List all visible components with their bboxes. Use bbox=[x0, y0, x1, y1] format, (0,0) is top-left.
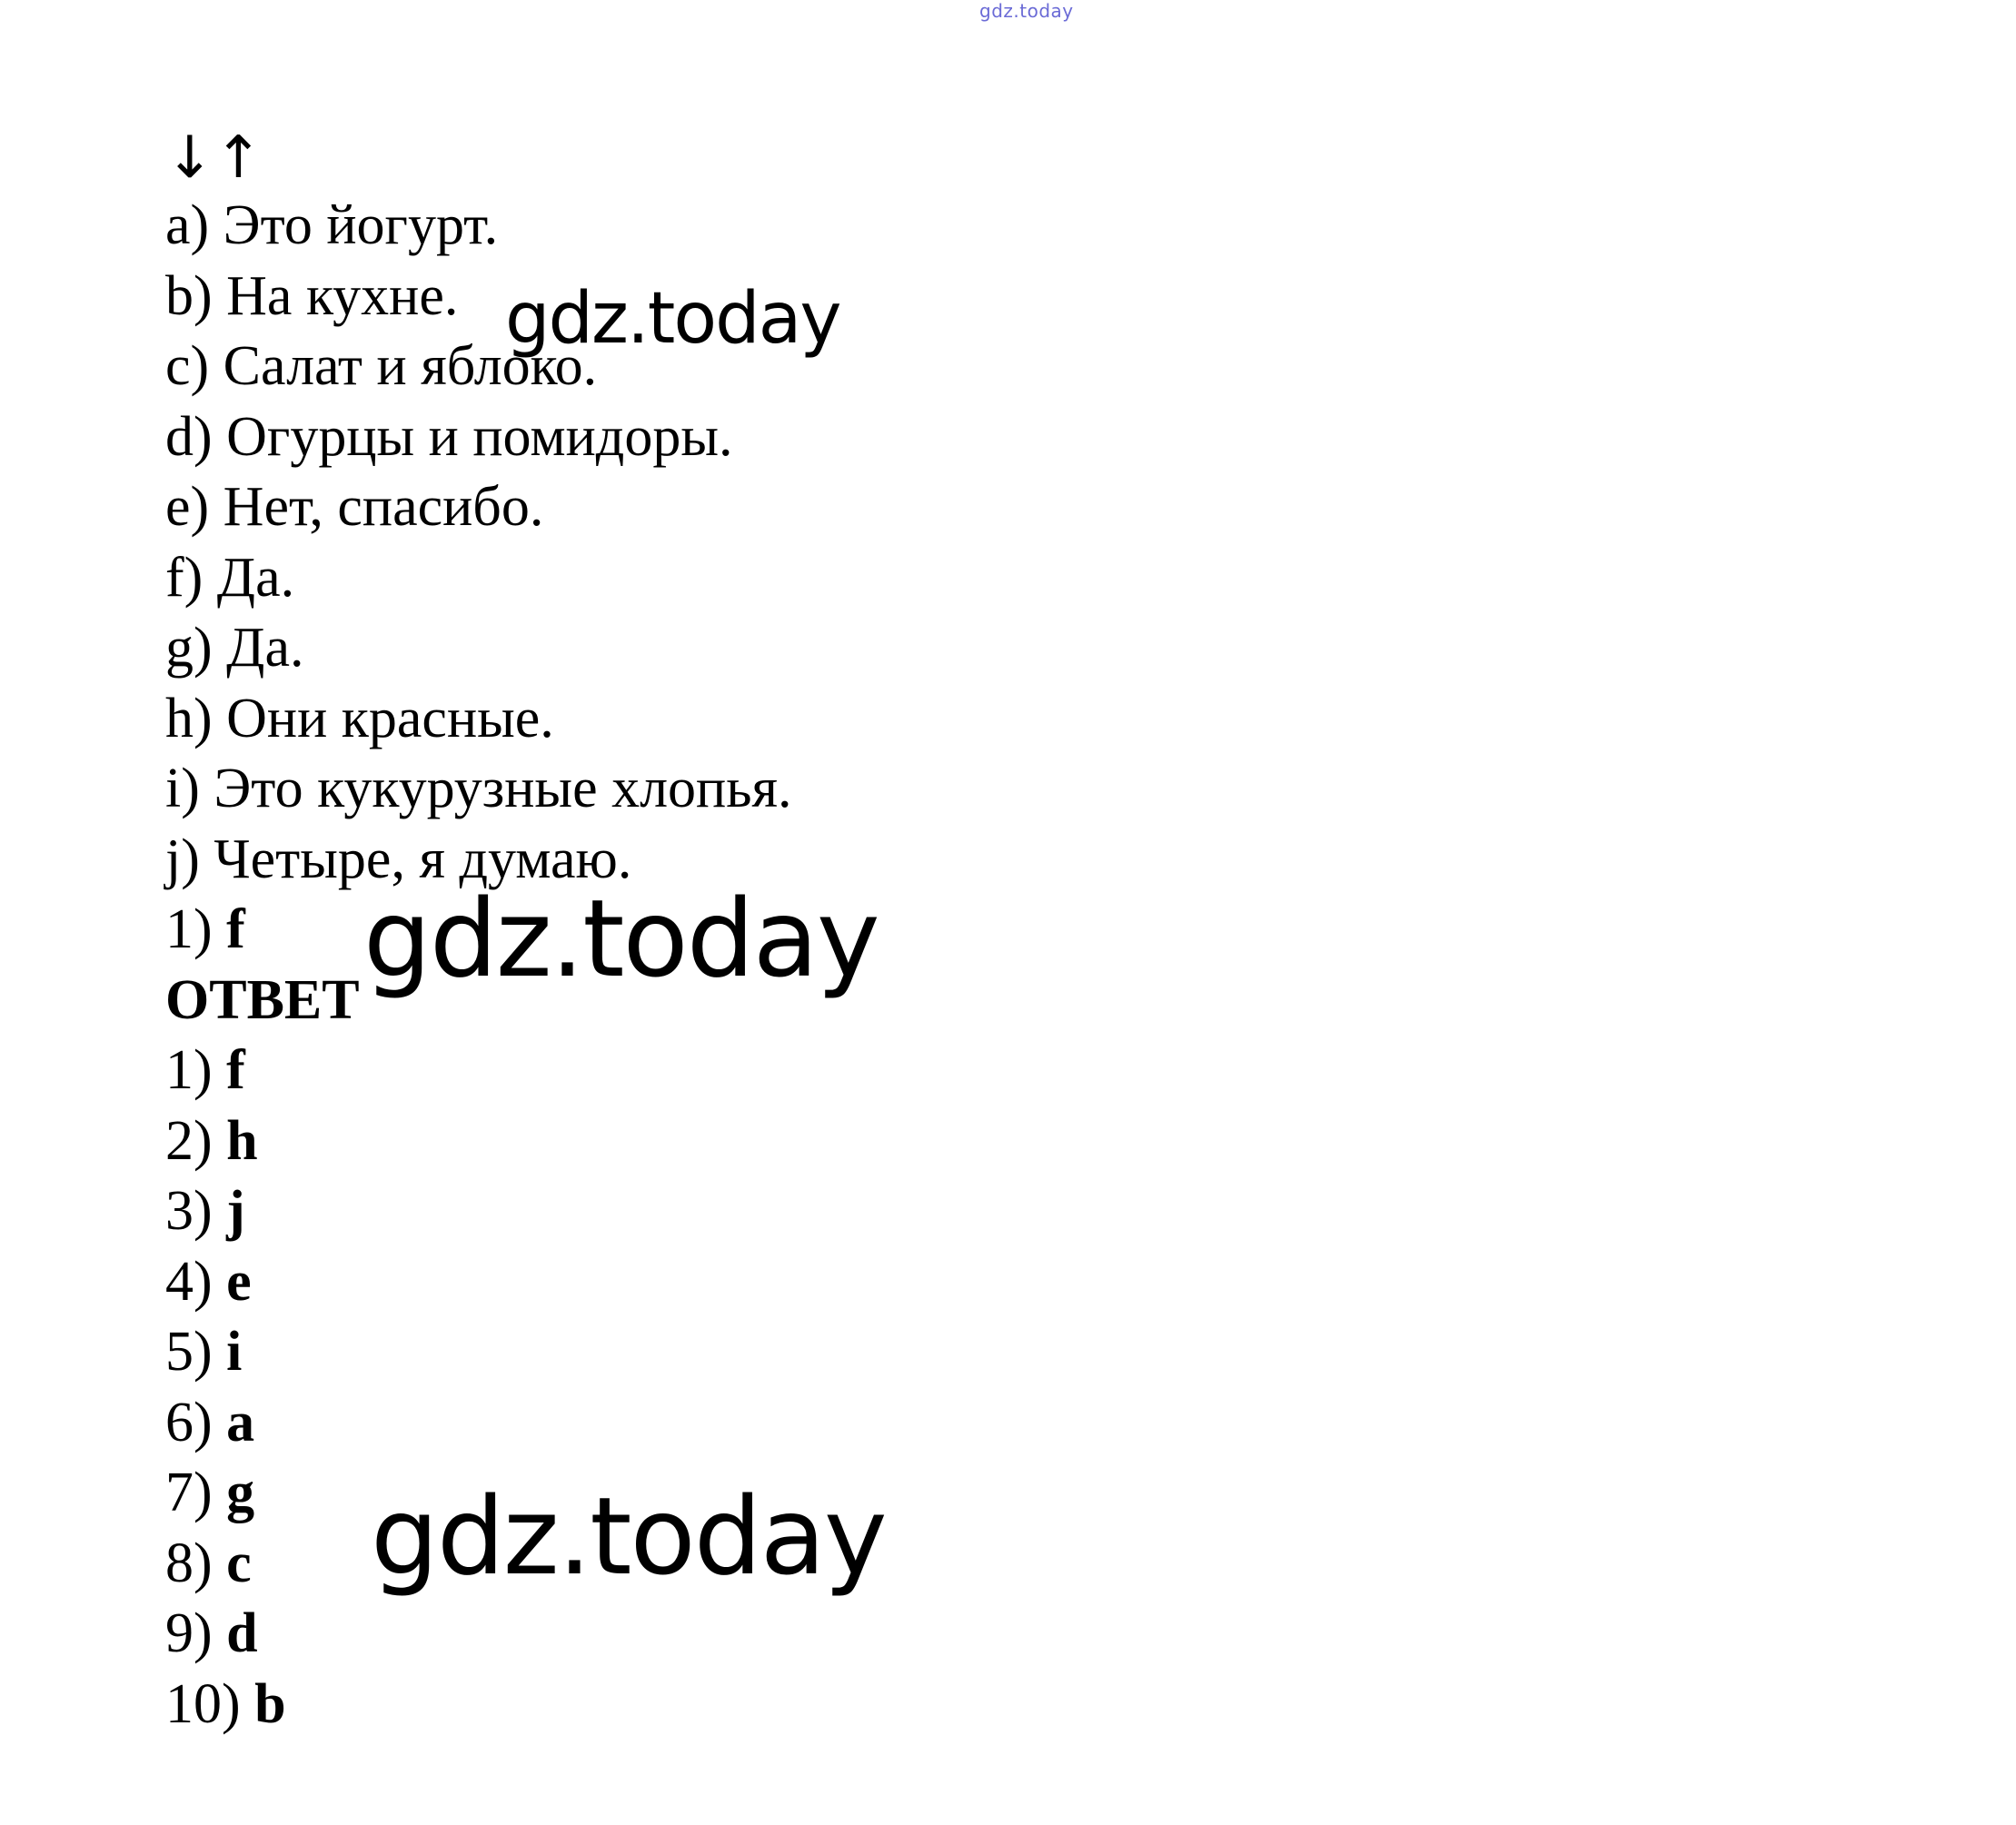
answer-marker: 7) bbox=[165, 1462, 227, 1523]
answer-letter: b bbox=[254, 1672, 286, 1735]
answer-letter: c bbox=[226, 1532, 252, 1594]
answer-marker: 5) bbox=[165, 1321, 227, 1383]
answer-marker: 8) bbox=[165, 1532, 227, 1594]
answer-letter: a bbox=[226, 1391, 255, 1453]
statement-j: j) Четыре, я думаю. bbox=[165, 828, 632, 890]
example-marker: 1) bbox=[165, 898, 227, 960]
statement-c: c) Салат и яблоко. bbox=[165, 335, 598, 397]
answer-heading: ОТВЕТ bbox=[165, 968, 360, 1031]
answer-line bbox=[165, 1036, 1165, 1106]
answer-letter: d bbox=[226, 1602, 258, 1664]
answer-line bbox=[165, 1599, 1165, 1670]
statement-h: h) Они красные. bbox=[165, 687, 554, 749]
answer-marker: 4) bbox=[165, 1250, 227, 1313]
answer-marker: 3) bbox=[165, 1180, 227, 1242]
answer-line bbox=[165, 1176, 1165, 1247]
example-answer: f bbox=[226, 898, 245, 960]
answer-letter: g bbox=[226, 1462, 255, 1523]
statement-d: d) Огурцы и помидоры. bbox=[165, 405, 733, 468]
statement-a: a) Это йогурт. bbox=[165, 194, 499, 256]
answer-line bbox=[165, 1247, 1165, 1318]
header-watermark: gdz.today bbox=[979, 0, 1074, 22]
watermark-text: gdz.today bbox=[371, 1473, 886, 1599]
answer-line bbox=[165, 1670, 1165, 1741]
watermark-text: gdz.today bbox=[505, 278, 840, 360]
watermark-text: gdz.today bbox=[363, 876, 879, 1001]
answer-letter: e bbox=[226, 1250, 252, 1313]
answer-letter: h bbox=[226, 1109, 258, 1172]
statement-e: e) Нет, спасибо. bbox=[165, 476, 544, 538]
answer-marker: 2) bbox=[165, 1109, 227, 1172]
answer-line bbox=[165, 1106, 1165, 1177]
answer-marker: 9) bbox=[165, 1602, 227, 1664]
answer-marker: 10) bbox=[165, 1672, 255, 1735]
statement-g: g) Да. bbox=[165, 617, 304, 679]
statement-b: b) На кухне. bbox=[165, 264, 459, 327]
arrows-icon: ↓↑ bbox=[165, 124, 263, 192]
answer-marker: 1) bbox=[165, 1039, 227, 1101]
statement-f: f) Да. bbox=[165, 546, 295, 609]
answer-letter: j bbox=[226, 1180, 245, 1242]
answer-line bbox=[165, 1317, 1165, 1388]
statement-i: i) Это кукурузные хлопья. bbox=[165, 758, 792, 819]
answer-marker: 6) bbox=[165, 1391, 227, 1453]
answer-line bbox=[165, 1388, 1165, 1459]
answer-letter: i bbox=[226, 1321, 243, 1383]
answer-letter: f bbox=[226, 1039, 245, 1101]
